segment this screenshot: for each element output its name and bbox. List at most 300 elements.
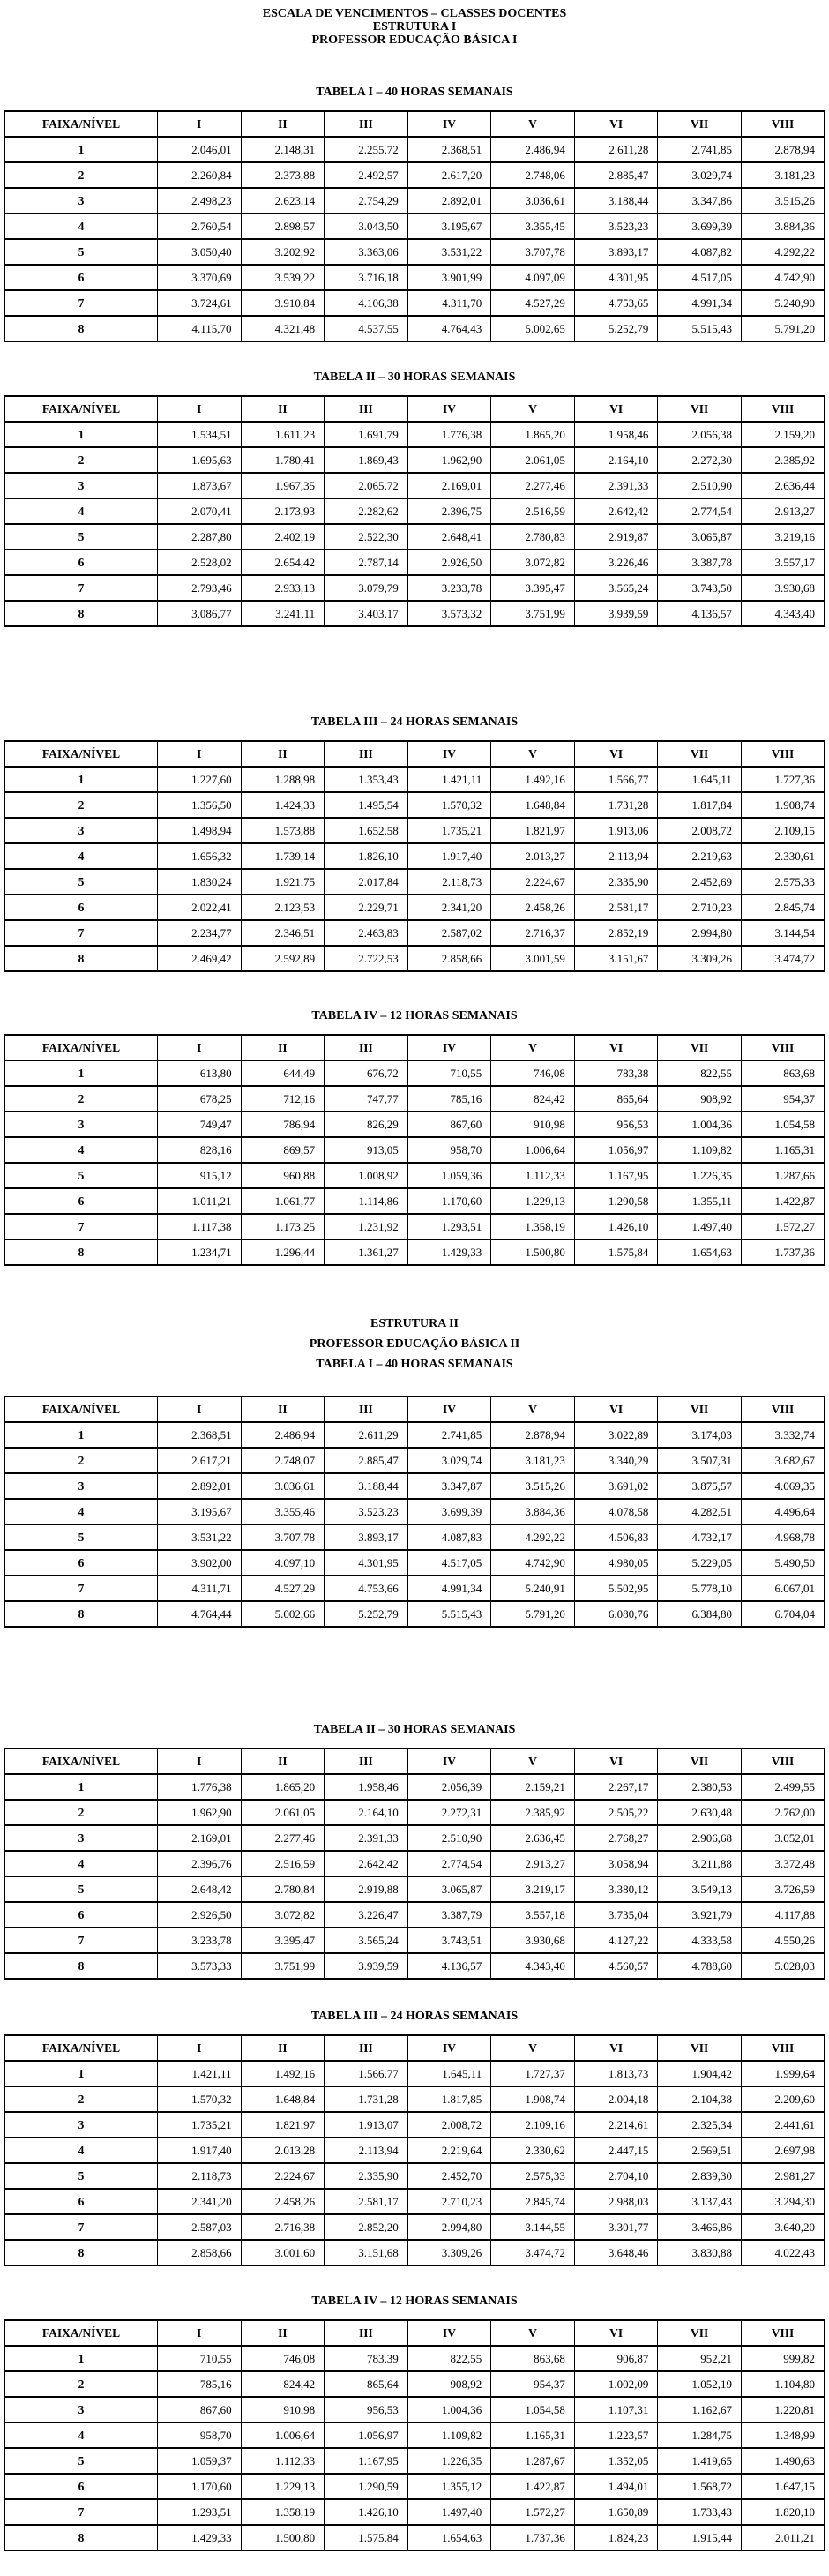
salary-value: 746,08 xyxy=(491,1060,575,1086)
salary-value: 2.061,05 xyxy=(241,1800,325,1825)
table-row xyxy=(4,1524,825,1550)
salary-value: 3.036,61 xyxy=(491,188,575,213)
salary-value: 749,47 xyxy=(158,1112,242,1137)
table-row xyxy=(4,1902,825,1928)
salary-value: 3.188,44 xyxy=(574,188,658,213)
table-block xyxy=(0,2010,829,2266)
salary-value: 3.022,89 xyxy=(574,1422,658,1448)
salary-value: 952,21 xyxy=(658,2346,742,2371)
salary-value: 3.930,68 xyxy=(491,1928,575,1953)
salary-value: 1.737,36 xyxy=(491,2525,575,2550)
salary-value: 1.869,43 xyxy=(325,447,408,473)
salary-value: 2.710,23 xyxy=(407,2189,491,2214)
salary-value: 2.722,53 xyxy=(325,946,408,971)
row-label-faixa: 4 xyxy=(4,1137,158,1163)
salary-value: 2.368,51 xyxy=(158,1422,242,1448)
salary-value: 1.915,44 xyxy=(658,2525,742,2550)
table-block xyxy=(0,1009,829,1266)
salary-value: 867,60 xyxy=(407,1112,491,1137)
salary-value: 3.233,78 xyxy=(407,575,491,601)
salary-value: 4.742,90 xyxy=(491,1550,575,1576)
row-label-faixa: 7 xyxy=(4,1576,158,1601)
salary-value: 954,37 xyxy=(741,1086,825,1112)
header-row xyxy=(4,111,825,137)
salary-value: 3.151,67 xyxy=(574,946,658,971)
salary-value: 1.226,35 xyxy=(658,1163,742,1188)
row-label-faixa: 1 xyxy=(4,2346,158,2371)
row-label-faixa: 4 xyxy=(4,498,158,524)
salary-value: 2.774,54 xyxy=(658,498,742,524)
salary-value: 2.330,61 xyxy=(741,843,825,869)
table-block xyxy=(0,715,829,972)
salary-value: 2.510,90 xyxy=(407,1825,491,1851)
row-label-faixa: 5 xyxy=(4,239,158,265)
salary-value: 3.549,13 xyxy=(658,1876,742,1902)
salary-value: 2.858,66 xyxy=(407,946,491,971)
table-row xyxy=(4,1188,825,1214)
salary-value: 2.458,26 xyxy=(491,895,575,920)
salary-value: 1.500,80 xyxy=(241,2525,325,2550)
salary-value: 2.885,47 xyxy=(574,162,658,188)
column-header-level: III xyxy=(325,1035,408,1060)
column-header-level: III xyxy=(325,111,408,137)
salary-value: 3.726,59 xyxy=(741,1876,825,1902)
professor-class-1-label: PROFESSOR EDUCAÇÃO BÁSICA I xyxy=(311,34,518,47)
salary-value: 3.181,23 xyxy=(491,1448,575,1473)
salary-value: 4.127,22 xyxy=(574,1928,658,1953)
salary-value: 824,42 xyxy=(491,1086,575,1112)
salary-value: 1.421,11 xyxy=(407,767,491,792)
salary-value: 5.778,10 xyxy=(658,1576,742,1601)
salary-value: 5.515,43 xyxy=(658,316,742,341)
column-header-level: II xyxy=(241,396,325,422)
salary-value: 1.165,31 xyxy=(491,2422,575,2448)
salary-value: 2.617,20 xyxy=(407,162,491,188)
salary-value: 2.748,07 xyxy=(241,1448,325,1473)
salary-value: 2.892,01 xyxy=(158,1473,242,1499)
row-label-faixa: 8 xyxy=(4,316,158,341)
salary-value: 2.118,73 xyxy=(407,869,491,895)
salary-value: 2.919,87 xyxy=(574,524,658,550)
salary-value: 2.654,42 xyxy=(241,550,325,575)
salary-value: 2.441,61 xyxy=(741,2112,825,2138)
row-label-faixa: 2 xyxy=(4,1800,158,1825)
salary-value: 3.507,31 xyxy=(658,1448,742,1473)
column-header-level: VI xyxy=(574,1749,658,1774)
salary-value: 2.056,38 xyxy=(658,422,742,447)
column-header-level: V xyxy=(491,741,575,767)
salary-table-12h-estrutura-1 xyxy=(4,1034,825,1266)
salary-value: 2.463,83 xyxy=(325,920,408,946)
table-row xyxy=(4,895,825,920)
row-label-faixa: 6 xyxy=(4,2474,158,2499)
salary-value: 4.333,58 xyxy=(658,1928,742,1953)
row-label-faixa: 3 xyxy=(4,1825,158,1851)
salary-value: 4.527,29 xyxy=(491,290,575,316)
salary-value: 1.167,95 xyxy=(574,1163,658,1188)
salary-value: 1.780,41 xyxy=(241,447,325,473)
row-label-faixa: 3 xyxy=(4,2112,158,2138)
column-header-level: I xyxy=(158,2320,242,2346)
salary-value: 5.002,65 xyxy=(491,316,575,341)
table-row xyxy=(4,1112,825,1137)
salary-value: 4.069,35 xyxy=(741,1473,825,1499)
salary-table-24h-estrutura-1 xyxy=(4,740,825,972)
salary-value: 2.839,30 xyxy=(658,2163,742,2189)
salary-value: 1.424,33 xyxy=(241,792,325,818)
salary-value: 1.652,58 xyxy=(325,818,408,843)
salary-value: 4.117,88 xyxy=(741,1902,825,1928)
salary-value: 2.385,92 xyxy=(491,1800,575,1825)
column-header-level: VI xyxy=(574,2320,658,2346)
salary-value: 2.335,90 xyxy=(574,869,658,895)
salary-value: 2.892,01 xyxy=(407,188,491,213)
professor-class-2-label: PROFESSOR EDUCAÇÃO BÁSICA II xyxy=(309,1337,520,1351)
salary-value: 2.272,31 xyxy=(407,1800,491,1825)
column-header-level: VIII xyxy=(741,2320,825,2346)
row-label-faixa: 7 xyxy=(4,1928,158,1953)
column-header-level: VI xyxy=(574,396,658,422)
column-header-level: V xyxy=(491,2320,575,2346)
salary-value: 4.764,43 xyxy=(407,316,491,341)
salary-value: 4.022,43 xyxy=(741,2240,825,2265)
salary-value: 869,57 xyxy=(241,1137,325,1163)
salary-value: 2.159,20 xyxy=(741,422,825,447)
salary-value: 3.699,39 xyxy=(658,213,742,239)
salary-value: 4.753,66 xyxy=(325,1576,408,1601)
salary-value: 3.372,48 xyxy=(741,1851,825,1876)
salary-value: 6.704,04 xyxy=(741,1601,825,1627)
salary-value: 2.402,19 xyxy=(241,524,325,550)
salary-value: 3.380,12 xyxy=(574,1876,658,1902)
salary-value: 1.173,25 xyxy=(241,1214,325,1239)
table-row xyxy=(4,1928,825,1953)
salary-value: 1.220,81 xyxy=(741,2397,825,2422)
salary-value: 3.884,36 xyxy=(741,213,825,239)
salary-value: 3.144,55 xyxy=(491,2214,575,2240)
salary-value: 2.704,10 xyxy=(574,2163,658,2189)
salary-value: 1.654,63 xyxy=(658,1239,742,1265)
salary-value: 5.240,90 xyxy=(741,290,825,316)
salary-value: 3.001,59 xyxy=(491,946,575,971)
table-row xyxy=(4,818,825,843)
salary-value: 2.636,45 xyxy=(491,1825,575,1851)
salary-value: 3.539,22 xyxy=(241,265,325,290)
salary-value: 1.223,57 xyxy=(574,2422,658,2448)
table-row xyxy=(4,1851,825,1876)
salary-value: 3.347,86 xyxy=(658,188,742,213)
table-row xyxy=(4,1601,825,1627)
salary-value: 1.817,85 xyxy=(407,2086,491,2112)
salary-value: 2.385,92 xyxy=(741,447,825,473)
table-row xyxy=(4,1499,825,1524)
column-header-level: IV xyxy=(407,1397,491,1422)
salary-value: 824,42 xyxy=(241,2371,325,2397)
salary-value: 2.008,72 xyxy=(407,2112,491,2138)
row-label-faixa: 8 xyxy=(4,601,158,626)
table-row xyxy=(4,2112,825,2138)
row-label-faixa: 3 xyxy=(4,818,158,843)
salary-value: 4.560,57 xyxy=(574,1953,658,1979)
row-label-faixa: 8 xyxy=(4,1601,158,1627)
row-label-faixa: 4 xyxy=(4,2422,158,2448)
salary-value: 4.115,70 xyxy=(158,316,242,341)
salary-value: 1.229,13 xyxy=(491,1188,575,1214)
salary-value: 1.656,32 xyxy=(158,843,242,869)
salary-value: 865,64 xyxy=(325,2371,408,2397)
salary-value: 3.875,57 xyxy=(658,1473,742,1499)
salary-value: 2.885,47 xyxy=(325,1448,408,1473)
salary-value: 3.058,94 xyxy=(574,1851,658,1876)
table-row xyxy=(4,1576,825,1601)
salary-value: 1.002,09 xyxy=(574,2371,658,2397)
salary-value: 2.341,20 xyxy=(407,895,491,920)
column-header-level: VI xyxy=(574,1397,658,1422)
salary-value: 2.498,23 xyxy=(158,188,242,213)
salary-value: 786,94 xyxy=(241,1112,325,1137)
salary-value: 1.865,20 xyxy=(241,1774,325,1800)
salary-value: 1.648,84 xyxy=(491,792,575,818)
salary-value: 3.347,87 xyxy=(407,1473,491,1499)
salary-value: 3.707,78 xyxy=(241,1524,325,1550)
column-header-level: III xyxy=(325,1749,408,1774)
salary-value: 2.017,84 xyxy=(325,869,408,895)
salary-value: 3.065,87 xyxy=(407,1876,491,1902)
salary-value: 999,82 xyxy=(741,2346,825,2371)
table-row xyxy=(4,1060,825,1086)
salary-value: 1.429,33 xyxy=(407,1239,491,1265)
table-row xyxy=(4,792,825,818)
column-header-level: V xyxy=(491,2035,575,2061)
column-header-faixa-nivel: FAIXA/NÍVEL xyxy=(4,1397,158,1422)
salary-value: 1.570,32 xyxy=(407,792,491,818)
row-label-faixa: 3 xyxy=(4,1112,158,1137)
salary-value: 1.490,63 xyxy=(741,2448,825,2474)
salary-value: 1.056,97 xyxy=(574,1137,658,1163)
salary-value: 4.321,48 xyxy=(241,316,325,341)
row-label-faixa: 5 xyxy=(4,524,158,550)
salary-value: 822,55 xyxy=(658,1060,742,1086)
salary-value: 3.939,59 xyxy=(574,601,658,626)
salary-value: 4.311,71 xyxy=(158,1576,242,1601)
salary-value: 1.422,87 xyxy=(741,1188,825,1214)
salary-value: 3.355,45 xyxy=(491,213,575,239)
salary-value: 3.939,59 xyxy=(325,1953,408,1979)
salary-value: 1.873,67 xyxy=(158,473,242,498)
row-label-faixa: 2 xyxy=(4,2086,158,2112)
salary-value: 676,72 xyxy=(325,1060,408,1086)
salary-value: 2.878,94 xyxy=(741,137,825,162)
salary-value: 1.355,12 xyxy=(407,2474,491,2499)
salary-value: 1.731,28 xyxy=(325,2086,408,2112)
salary-value: 2.492,57 xyxy=(325,162,408,188)
row-label-faixa: 3 xyxy=(4,2397,158,2422)
salary-value: 1.353,43 xyxy=(325,767,408,792)
salary-value: 3.573,33 xyxy=(158,1953,242,1979)
row-label-faixa: 1 xyxy=(4,1060,158,1086)
salary-value: 746,08 xyxy=(241,2346,325,2371)
salary-value: 1.813,73 xyxy=(574,2061,658,2086)
salary-table-40h-estrutura-1 xyxy=(4,110,825,342)
salary-value: 1.052,19 xyxy=(658,2371,742,2397)
salary-value: 1.162,67 xyxy=(658,2397,742,2422)
salary-value: 4.991,34 xyxy=(658,290,742,316)
salary-value: 2.981,27 xyxy=(741,2163,825,2189)
column-header-level: I xyxy=(158,741,242,767)
salary-value: 5.515,43 xyxy=(407,1601,491,1627)
salary-value: 1.497,40 xyxy=(407,2499,491,2525)
salary-value: 644,49 xyxy=(241,1060,325,1086)
salary-value: 2.741,85 xyxy=(407,1422,491,1448)
row-label-faixa: 5 xyxy=(4,1524,158,1550)
salary-value: 1.566,77 xyxy=(325,2061,408,2086)
salary-value: 1.061,77 xyxy=(241,1188,325,1214)
table-row xyxy=(4,290,825,316)
row-label-faixa: 7 xyxy=(4,2214,158,2240)
row-label-faixa: 7 xyxy=(4,290,158,316)
row-label-faixa: 5 xyxy=(4,2448,158,2474)
salary-value: 2.486,94 xyxy=(491,137,575,162)
salary-value: 1.817,84 xyxy=(658,792,742,818)
salary-value: 1.865,20 xyxy=(491,422,575,447)
salary-value: 3.174,03 xyxy=(658,1422,742,1448)
salary-value: 747,77 xyxy=(325,1086,408,1112)
salary-value: 2.004,18 xyxy=(574,2086,658,2112)
salary-value: 613,80 xyxy=(158,1060,242,1086)
salary-value: 2.469,42 xyxy=(158,946,242,971)
column-header-level: III xyxy=(325,1397,408,1422)
salary-value: 1.290,58 xyxy=(574,1188,658,1214)
salary-value: 1.059,36 xyxy=(407,1163,491,1188)
salary-value: 3.219,17 xyxy=(491,1876,575,1902)
salary-value: 865,64 xyxy=(574,1086,658,1112)
salary-value: 1.733,43 xyxy=(658,2499,742,2525)
column-header-level: VII xyxy=(658,1035,742,1060)
row-label-faixa: 1 xyxy=(4,422,158,447)
header-row xyxy=(4,1749,825,1774)
column-header-level: IV xyxy=(407,1749,491,1774)
salary-value: 1.288,98 xyxy=(241,767,325,792)
section-estrutura-1 xyxy=(0,7,829,1266)
salary-value: 3.884,36 xyxy=(491,1499,575,1524)
salary-value: 3.902,00 xyxy=(158,1550,242,1576)
salary-value: 1.735,21 xyxy=(407,818,491,843)
salary-value: 2.988,03 xyxy=(574,2189,658,2214)
table-row xyxy=(4,1214,825,1239)
table-title: TABELA I – 40 HORAS SEMANAIS xyxy=(316,86,513,99)
salary-value: 1.727,37 xyxy=(491,2061,575,2086)
table-row xyxy=(4,2061,825,2086)
salary-value: 710,55 xyxy=(407,1060,491,1086)
salary-value: 2.277,46 xyxy=(491,473,575,498)
salary-value: 1.170,60 xyxy=(407,1188,491,1214)
salary-value: 1.492,16 xyxy=(241,2061,325,2086)
salary-value: 2.396,75 xyxy=(407,498,491,524)
salary-value: 1.575,84 xyxy=(574,1239,658,1265)
header-row xyxy=(4,741,825,767)
salary-value: 1.830,24 xyxy=(158,869,242,895)
salary-value: 960,88 xyxy=(241,1163,325,1188)
row-label-faixa: 4 xyxy=(4,843,158,869)
table-row xyxy=(4,550,825,575)
salary-value: 2.623,14 xyxy=(241,188,325,213)
column-header-level: V xyxy=(491,396,575,422)
salary-table-12h-estrutura-2 xyxy=(4,2319,825,2551)
salary-value: 1.426,10 xyxy=(574,1214,658,1239)
salary-value: 2.793,46 xyxy=(158,575,242,601)
column-header-level: VIII xyxy=(741,1397,825,1422)
salary-value: 4.968,78 xyxy=(741,1524,825,1550)
table-row xyxy=(4,601,825,626)
salary-value: 1.913,06 xyxy=(574,818,658,843)
salary-value: 4.753,65 xyxy=(574,290,658,316)
salary-value: 2.906,68 xyxy=(658,1825,742,1851)
salary-value: 4.550,26 xyxy=(741,1928,825,1953)
table-row xyxy=(4,2474,825,2499)
column-header-level: II xyxy=(241,1397,325,1422)
salary-value: 908,92 xyxy=(407,2371,491,2397)
salary-value: 5.240,91 xyxy=(491,1576,575,1601)
column-header-faixa-nivel: FAIXA/NÍVEL xyxy=(4,1749,158,1774)
row-label-faixa: 1 xyxy=(4,1422,158,1448)
column-header-faixa-nivel: FAIXA/NÍVEL xyxy=(4,396,158,422)
table-row xyxy=(4,2086,825,2112)
row-label-faixa: 5 xyxy=(4,1163,158,1188)
row-label-faixa: 4 xyxy=(4,1851,158,1876)
row-label-faixa: 2 xyxy=(4,2371,158,2397)
table-row xyxy=(4,843,825,869)
table-row xyxy=(4,1163,825,1188)
salary-value: 4.764,44 xyxy=(158,1601,242,1627)
salary-value: 1.739,14 xyxy=(241,843,325,869)
salary-value: 3.699,39 xyxy=(407,1499,491,1524)
salary-value: 2.447,15 xyxy=(574,2138,658,2163)
salary-value: 678,25 xyxy=(158,1086,242,1112)
salary-value: 2.046,01 xyxy=(158,137,242,162)
column-header-level: I xyxy=(158,1749,242,1774)
salary-value: 1.731,28 xyxy=(574,792,658,818)
table-row xyxy=(4,422,825,447)
salary-value: 2.852,19 xyxy=(574,920,658,946)
salary-value: 2.325,34 xyxy=(658,2112,742,2138)
salary-value: 1.824,23 xyxy=(574,2525,658,2550)
salary-value: 2.219,63 xyxy=(658,843,742,869)
table-row xyxy=(4,239,825,265)
salary-value: 2.056,39 xyxy=(407,1774,491,1800)
salary-value: 785,16 xyxy=(158,2371,242,2397)
row-label-faixa: 7 xyxy=(4,1214,158,1239)
salary-value: 2.061,05 xyxy=(491,447,575,473)
salary-value: 2.592,89 xyxy=(241,946,325,971)
table-row xyxy=(4,1422,825,1448)
salary-value: 2.486,94 xyxy=(241,1422,325,1448)
salary-value: 2.878,94 xyxy=(491,1422,575,1448)
salary-value: 1.165,31 xyxy=(741,1137,825,1163)
row-label-faixa: 8 xyxy=(4,2525,158,2550)
salary-value: 3.743,51 xyxy=(407,1928,491,1953)
salary-value: 2.209,60 xyxy=(741,2086,825,2112)
salary-value: 2.933,13 xyxy=(241,575,325,601)
salary-value: 1.821,97 xyxy=(241,2112,325,2138)
salary-value: 2.569,51 xyxy=(658,2138,742,2163)
table-row xyxy=(4,767,825,792)
column-header-level: VIII xyxy=(741,741,825,767)
salary-value: 1.287,66 xyxy=(741,1163,825,1188)
salary-value: 1.426,10 xyxy=(325,2499,408,2525)
salary-value: 2.234,77 xyxy=(158,920,242,946)
salary-value: 1.422,87 xyxy=(491,2474,575,2499)
salary-value: 2.341,20 xyxy=(158,2189,242,2214)
